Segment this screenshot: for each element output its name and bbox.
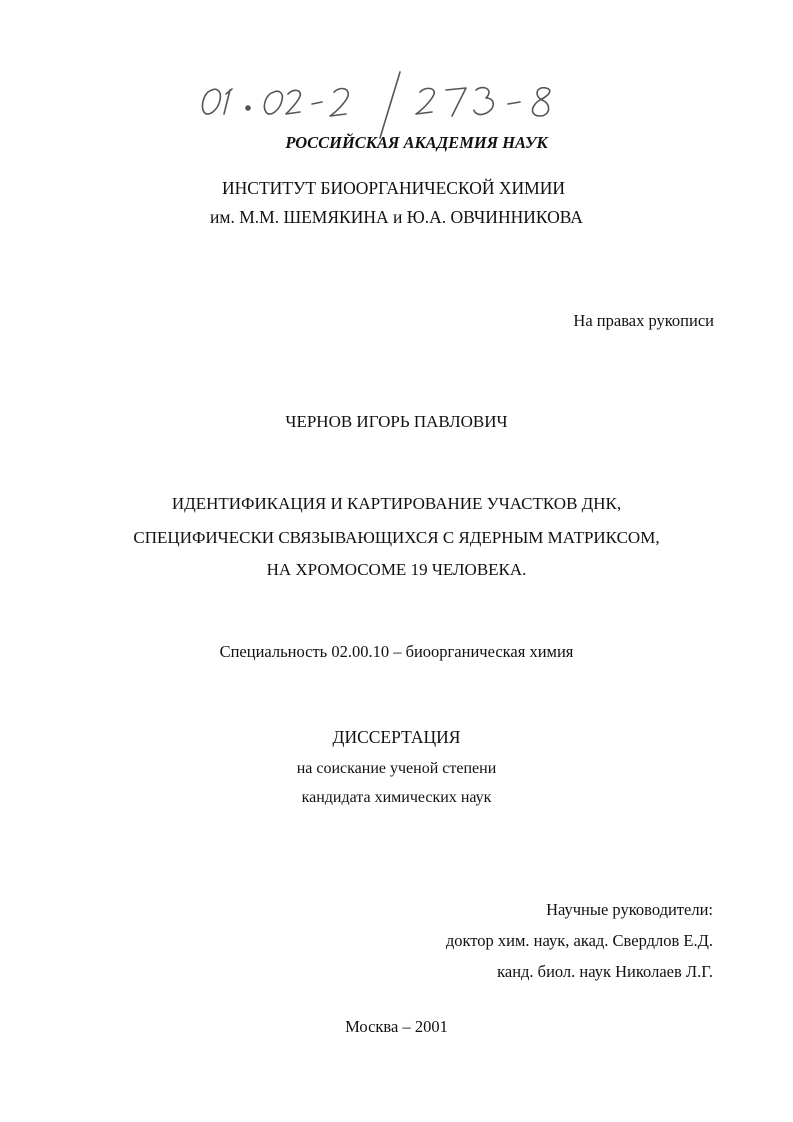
- supervisors-heading: Научные руководители:: [546, 900, 713, 919]
- institute-name-line1: ИНСТИТУТ БИООРГАНИЧЕСКОЙ ХИМИИ: [222, 178, 565, 198]
- handwritten-catalog-number: [190, 62, 610, 142]
- dissertation-heading: ДИССЕРТАЦИЯ: [332, 727, 461, 747]
- supervisor-1: доктор хим. наук, акад. Свердлов Е.Д.: [445, 931, 713, 950]
- handwritten-number-graphic: [190, 62, 610, 142]
- manuscript-rights-note: На правах рукописи: [573, 311, 714, 330]
- thesis-title-line1: ИДЕНТИФИКАЦИЯ И КАРТИРОВАНИЕ УЧАСТКОВ ДНК,: [171, 494, 622, 513]
- degree-line1: на соискание ученой степени: [296, 760, 497, 777]
- thesis-title-line3: НА ХРОМОСОМЕ 19 ЧЕЛОВЕКА.: [266, 560, 527, 579]
- supervisor-2: канд. биол. наук Николаев Л.Г.: [497, 962, 713, 981]
- city-year: Москва – 2001: [345, 1017, 448, 1036]
- academy-name: РОССИЙСКАЯ АКАДЕМИЯ НАУК: [285, 133, 548, 152]
- thesis-title-line2: СПЕЦИФИЧЕСКИ СВЯЗЫВАЮЩИХСЯ С ЯДЕРНЫМ МАТРИКСОМ,: [133, 528, 660, 547]
- specialty-line: Специальность 02.00.10 – биоорганическая химия: [219, 642, 574, 661]
- degree-line2: кандидата химических наук: [301, 789, 492, 806]
- institute-name-line2: им. М.М. ШЕМЯКИНА и Ю.А. ОВЧИННИКОВА: [210, 207, 583, 227]
- author-name: ЧЕРНОВ ИГОРЬ ПАВЛОВИЧ: [285, 412, 508, 431]
